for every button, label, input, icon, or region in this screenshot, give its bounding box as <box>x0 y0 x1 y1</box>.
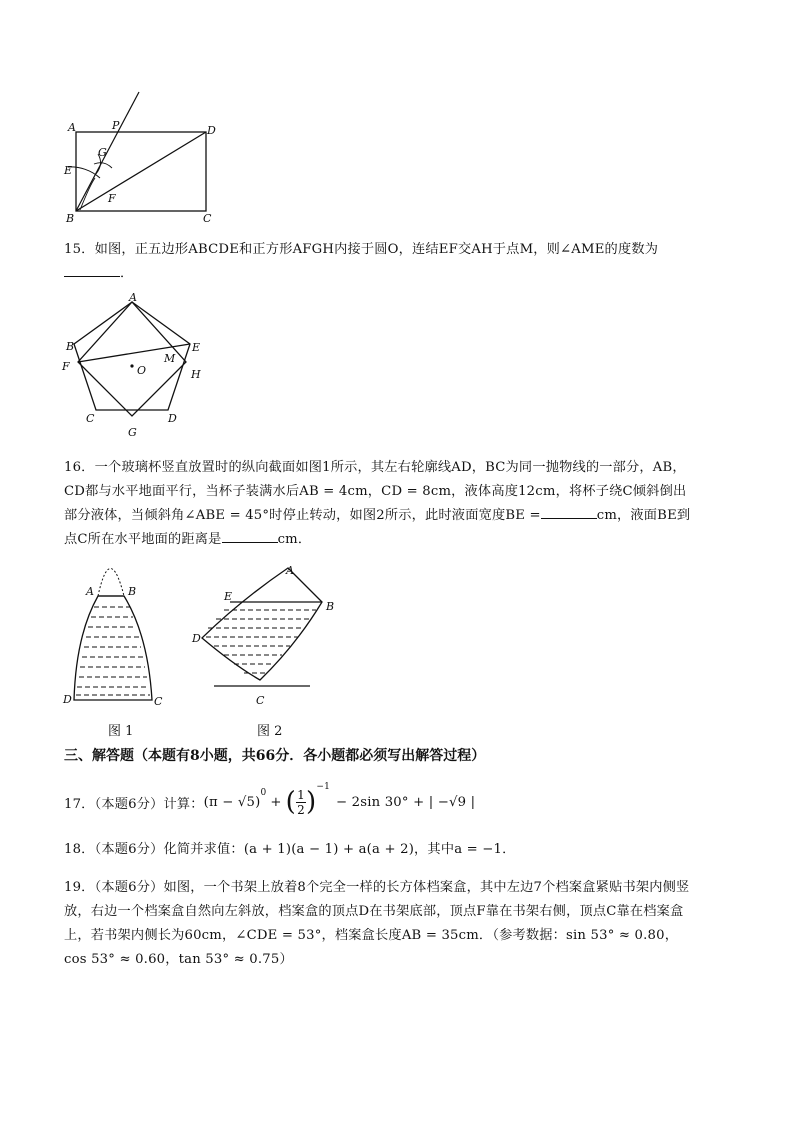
label-g: G <box>128 426 137 439</box>
label-d: D <box>168 412 177 425</box>
q17-exp0: 0 <box>260 788 267 798</box>
label-d: D <box>63 693 72 706</box>
q16-line3: 部分液体，当倾斜角∠ABE = 45°时停止转动，如图2所示，此时液面宽度BE = cm，液面BE到 <box>64 508 691 523</box>
diagonal-bd <box>76 132 206 211</box>
q16-line2: CD都与水平地面平行，当杯子装满水后AB = 4cm，CD = 8cm，液体高度12cm，将杯子绕C倾斜倒出 <box>64 484 687 499</box>
figure-rectangle-construction <box>60 90 230 230</box>
label-a: A <box>129 291 137 304</box>
q16-be-blank[interactable] <box>541 506 597 519</box>
q16-distance-blank[interactable] <box>222 530 278 543</box>
label-b: B <box>326 600 335 613</box>
arc-g1 <box>94 163 112 168</box>
label-b: B <box>128 585 137 598</box>
arc-ef <box>68 167 100 178</box>
label-d: D <box>192 632 201 645</box>
q15-answer-blank[interactable] <box>64 264 120 277</box>
label-a: A <box>86 585 94 598</box>
label-b: B <box>66 340 75 353</box>
q17-exp-neg1: −1 <box>316 782 331 792</box>
center-point-o <box>130 364 133 367</box>
glass-outline <box>74 596 152 700</box>
q18-line: 18．（本题6分）化简并求值：(a + 1)(a − 1) + a(a + 2)，其中a = −1． <box>64 842 516 857</box>
q17-fraction: 1 2 <box>297 787 305 817</box>
q19-line3: 上，若书架内侧长为60cm，∠CDE = 53°，档案盒长度AB = 35cm．（参考数据：sin 53° ≈ 0.80， <box>64 928 679 943</box>
figure-pentagon-square <box>56 290 216 440</box>
label-e: E <box>224 590 233 603</box>
label-f: F <box>62 360 70 373</box>
label-c: C <box>256 694 265 707</box>
parabola-top <box>98 569 124 597</box>
label-p: P <box>112 119 120 132</box>
label-a: A <box>68 121 76 134</box>
label-m: M <box>164 352 176 365</box>
q19-line2: 放，右边一个档案盒自然向左斜放，档案盒的顶点D在书架底部，顶点F靠在书架右侧，顶点C靠在档案盒 <box>64 904 684 919</box>
label-a: A <box>286 564 294 577</box>
label-o: O <box>137 364 147 377</box>
q16-line1: 16．一个玻璃杯竖直放置时的纵向截面如图1所示，其左右轮廓线AD，BC为同一抛物线的一部分，AB， <box>64 460 686 475</box>
label-f: F <box>108 192 116 205</box>
label-e: E <box>64 164 73 177</box>
label-c: C <box>154 695 163 708</box>
figure2-caption: 图 2 <box>257 724 283 739</box>
section-3-heading: 三、解答题（本题有8小题，共66分．各小题都必须写出解答过程） <box>64 748 486 764</box>
q16-line4: 点C所在水平地面的距离是 cm． <box>64 532 312 547</box>
label-c: C <box>86 412 95 425</box>
figure-glass-tilted <box>186 560 346 710</box>
q17-line: 17．（本题6分）计算： (π − √5) $^0$ + ( 1 2 ) $^{-1}$ − 2sin 30° + | −√9 | <box>64 782 476 817</box>
label-g: G <box>98 146 107 159</box>
figure-glass-upright <box>58 555 178 715</box>
label-b: B <box>66 212 75 225</box>
label-d: D <box>207 124 216 137</box>
q15-line1: 15．如图，正五边形ABCDE和正方形AFGH内接于圆O，连结EF交AH于点M，则∠AME的度数为 <box>64 242 659 257</box>
label-c: C <box>203 212 212 225</box>
label-h: H <box>191 368 201 381</box>
figure1-caption: 图 1 <box>108 724 134 739</box>
q19-line4: cos 53° ≈ 0.60，tan 53° ≈ 0.75） <box>64 952 293 967</box>
label-e: E <box>192 341 201 354</box>
q19-line1: 19．（本题6分）如图，一个书架上放着8个完全一样的长方体档案盒，其中左边7个档案盒紧贴书架内侧竖 <box>64 880 690 895</box>
q15-line2: ． <box>64 262 133 281</box>
q17-base: (π − √5) <box>203 794 261 810</box>
